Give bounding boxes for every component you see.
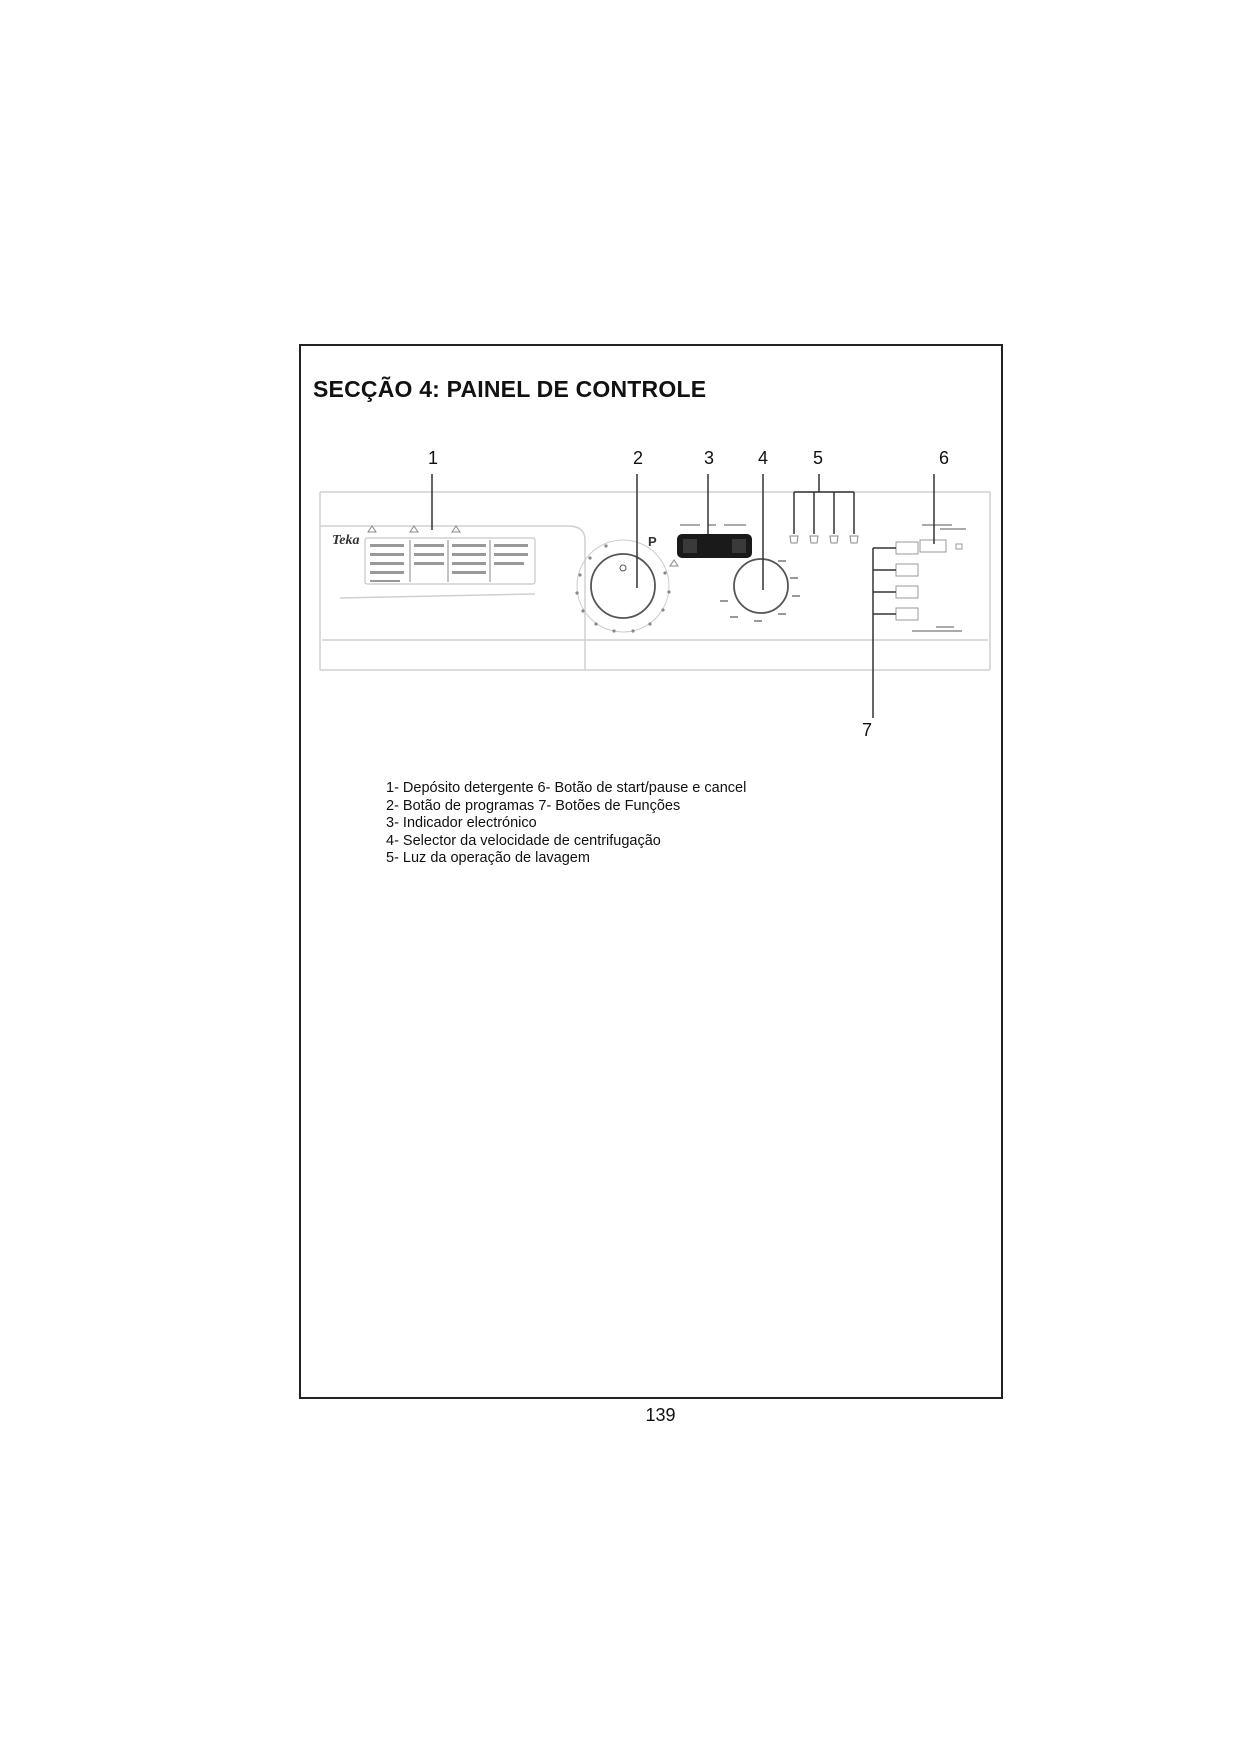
wash-symbol-icons <box>368 526 460 532</box>
legend-line: 1- Depósito detergente 6- Botão de start/pause e cancel <box>386 780 747 796</box>
program-knob-letter: P <box>648 534 657 549</box>
detergent-drawer <box>332 526 535 584</box>
callout-2: 2 <box>633 448 644 468</box>
control-panel-illustration <box>300 440 1000 740</box>
leader-lines-5 <box>794 474 854 534</box>
brand-logo: Teka <box>332 533 360 548</box>
callout-6: 6 <box>939 448 950 468</box>
legend-line: 4- Selector da velocidade de centrifugação <box>386 832 661 849</box>
program-knob <box>575 534 678 633</box>
page-title: SECÇÃO 4: PAINEL DE CONTROLE <box>313 376 707 402</box>
legend-line: 3- Indicador electrónico <box>386 815 537 832</box>
legend <box>386 780 746 868</box>
leader-lines-7 <box>873 548 896 718</box>
wash-operation-lights <box>790 536 858 543</box>
legend-line: 5- Luz da operação de lavagem <box>386 850 590 867</box>
function-buttons-drawing <box>896 542 918 620</box>
page-number: 139 <box>645 1405 676 1425</box>
callout-4: 4 <box>758 448 769 468</box>
electronic-display <box>677 524 752 558</box>
spin-speed-knob <box>720 559 800 622</box>
callout-3: 3 <box>704 448 715 468</box>
callout-5: 5 <box>813 448 824 468</box>
program-table-rows-icon <box>370 544 528 582</box>
callout-7: 7 <box>862 720 873 740</box>
callout-1: 1 <box>428 448 439 468</box>
legend-line: 2- Botão de programas 7- Botões de Funções <box>386 797 681 814</box>
